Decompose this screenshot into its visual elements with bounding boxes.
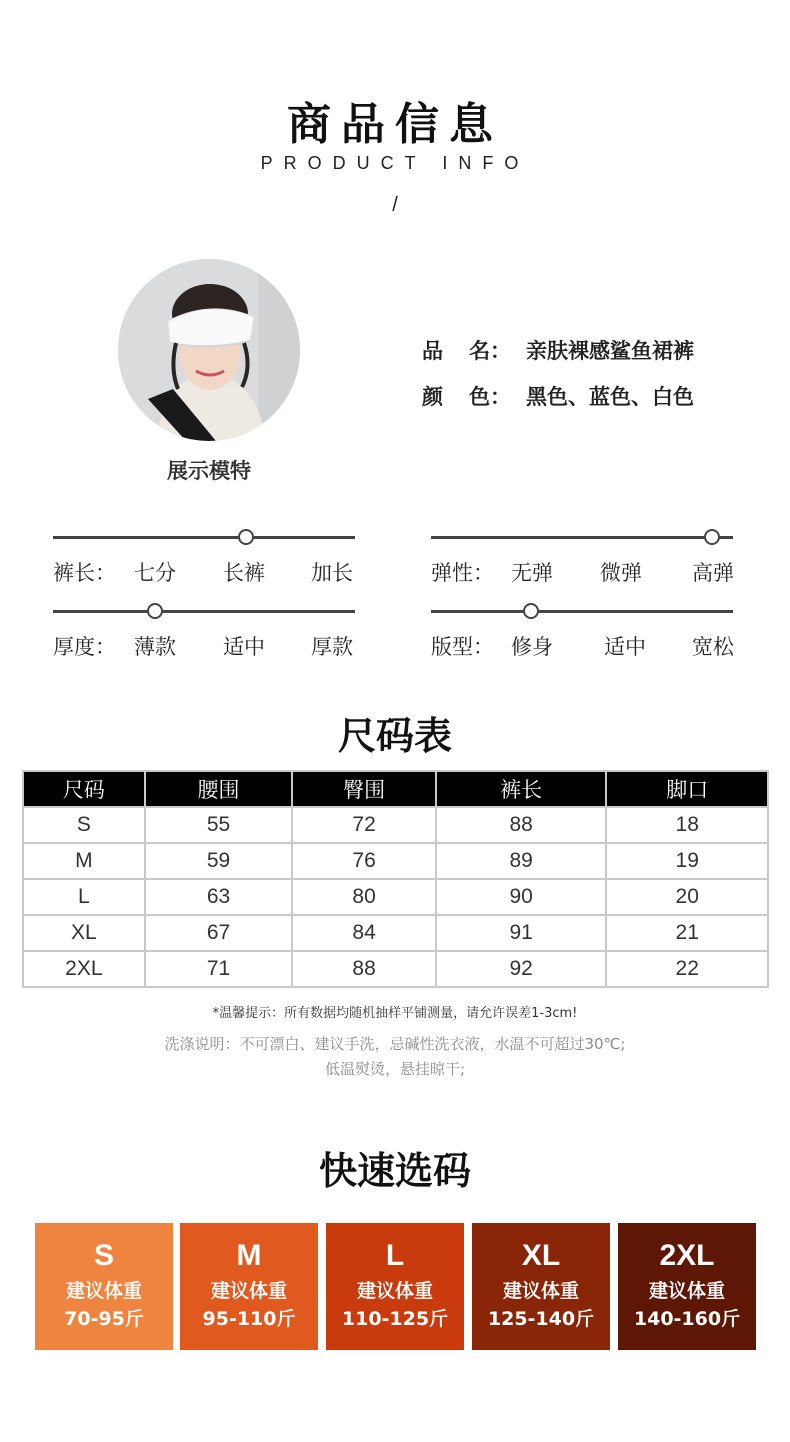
table-header-cell: 脚口 <box>606 771 768 807</box>
table-cell: 19 <box>606 843 768 879</box>
attr-label: 裤长： <box>53 561 116 585</box>
product-name-line <box>422 335 694 365</box>
product-name-label: 品 名： <box>422 339 511 363</box>
size-table <box>22 770 769 988</box>
table-cell: L <box>23 879 145 915</box>
table-cell: 20 <box>606 879 768 915</box>
attr-scale-thickness <box>53 603 355 663</box>
quick-size-card-xl <box>472 1223 610 1350</box>
table-cell: 80 <box>292 879 436 915</box>
product-color-label: 颜 色： <box>422 385 511 409</box>
table-cell: M <box>23 843 145 879</box>
title-subtitle: PRODUCT INFO <box>260 153 530 173</box>
attr-option: 宽松 <box>692 635 734 659</box>
attr-option: 七分 <box>134 561 176 585</box>
scale-knob <box>147 603 163 619</box>
scale-track <box>53 536 355 539</box>
quick-size-weight-range: 95-110斤 <box>202 1308 296 1330</box>
table-cell: 90 <box>436 879 607 915</box>
attr-option: 薄款 <box>134 635 176 659</box>
attr-option: 无弹 <box>511 561 553 585</box>
quick-size-label: 建议体重 <box>65 1280 142 1302</box>
size-chart-title: 尺码表 <box>337 714 452 758</box>
table-cell: S <box>23 807 145 843</box>
product-color-line <box>422 381 694 411</box>
product-name-value: 亲肤裸感鲨鱼裙裤 <box>526 339 694 363</box>
quick-size-code: S <box>93 1239 114 1272</box>
attr-option: 高弹 <box>692 561 734 585</box>
table-cell: 76 <box>292 843 436 879</box>
attr-option: 微弹 <box>600 561 642 585</box>
table-cell: 67 <box>145 915 293 951</box>
quick-size-code: 2XL <box>659 1239 715 1272</box>
scale-track <box>53 610 355 613</box>
quick-size-code: XL <box>521 1239 561 1272</box>
title-slash: / <box>392 194 398 216</box>
quick-select-title: 快速选码 <box>318 1149 471 1193</box>
table-row <box>23 879 768 915</box>
product-color-value: 黑色、蓝色、白色 <box>526 385 694 409</box>
table-cell: 89 <box>436 843 607 879</box>
quick-size-weight-range: 110-125斤 <box>341 1308 449 1330</box>
quick-size-code: M <box>236 1239 262 1272</box>
model-caption: 展示模特 <box>167 459 251 483</box>
attr-option: 适中 <box>223 635 265 659</box>
model-photo <box>118 259 300 441</box>
table-row <box>23 843 768 879</box>
attr-option: 加长 <box>311 561 353 585</box>
attr-option: 适中 <box>604 635 646 659</box>
attr-label: 弹性： <box>431 561 494 585</box>
quick-size-card-s <box>35 1223 173 1350</box>
table-cell: 18 <box>606 807 768 843</box>
table-header-cell: 臀围 <box>292 771 436 807</box>
table-header-row <box>23 771 768 807</box>
quick-size-label: 建议体重 <box>502 1280 579 1302</box>
quick-size-label: 建议体重 <box>648 1280 725 1302</box>
attr-option: 修身 <box>511 635 553 659</box>
table-cell: 55 <box>145 807 293 843</box>
quick-size-label: 建议体重 <box>356 1280 433 1302</box>
quick-size-weight-range: 125-140斤 <box>487 1308 595 1330</box>
title-main: 商品信息 <box>287 99 503 150</box>
table-row <box>23 951 768 987</box>
quick-size-label: 建议体重 <box>210 1280 287 1302</box>
attr-option: 厚款 <box>311 635 353 659</box>
table-cell: 63 <box>145 879 293 915</box>
wash-instructions-line1: 洗涤说明：不可漂白、建议手洗，忌碱性洗衣液，水温不可超过30℃; <box>164 1035 626 1053</box>
quick-size-weight-range: 70-95斤 <box>64 1308 144 1330</box>
wash-instructions-line2: 低温熨烫，悬挂晾干; <box>324 1060 466 1078</box>
table-cell: 88 <box>292 951 436 987</box>
table-row <box>23 807 768 843</box>
scale-knob <box>523 603 539 619</box>
table-header-cell: 腰围 <box>145 771 293 807</box>
table-row <box>23 915 768 951</box>
attr-label: 厚度： <box>53 635 116 659</box>
scale-knob <box>238 529 254 545</box>
table-cell: 71 <box>145 951 293 987</box>
scale-track <box>431 610 733 613</box>
quick-size-card-m <box>180 1223 318 1350</box>
measurement-tip: *温馨提示：所有数据均随机抽样平铺测量，请允许误差1-3cm! <box>212 1006 578 1021</box>
table-header-cell: 裤长 <box>436 771 607 807</box>
table-cell: 88 <box>436 807 607 843</box>
quick-size-weight-range: 140-160斤 <box>633 1308 741 1330</box>
attr-scale-elasticity <box>431 529 733 589</box>
model-illustration <box>118 259 300 441</box>
scale-knob <box>704 529 720 545</box>
scale-track <box>431 536 733 539</box>
table-cell: 59 <box>145 843 293 879</box>
table-cell: 91 <box>436 915 607 951</box>
attr-label: 版型： <box>431 635 494 659</box>
table-header-cell: 尺码 <box>23 771 145 807</box>
quick-size-card-l <box>326 1223 464 1350</box>
table-cell: 22 <box>606 951 768 987</box>
quick-size-code: L <box>385 1239 405 1272</box>
quick-size-card-2xl <box>618 1223 756 1350</box>
table-cell: 21 <box>606 915 768 951</box>
table-cell: 92 <box>436 951 607 987</box>
table-cell: 2XL <box>23 951 145 987</box>
table-cell: 84 <box>292 915 436 951</box>
attr-scale-fit <box>431 603 733 663</box>
table-cell: XL <box>23 915 145 951</box>
table-cell: 72 <box>292 807 436 843</box>
attr-option: 长裤 <box>223 561 265 585</box>
attr-scale-length <box>53 529 355 589</box>
